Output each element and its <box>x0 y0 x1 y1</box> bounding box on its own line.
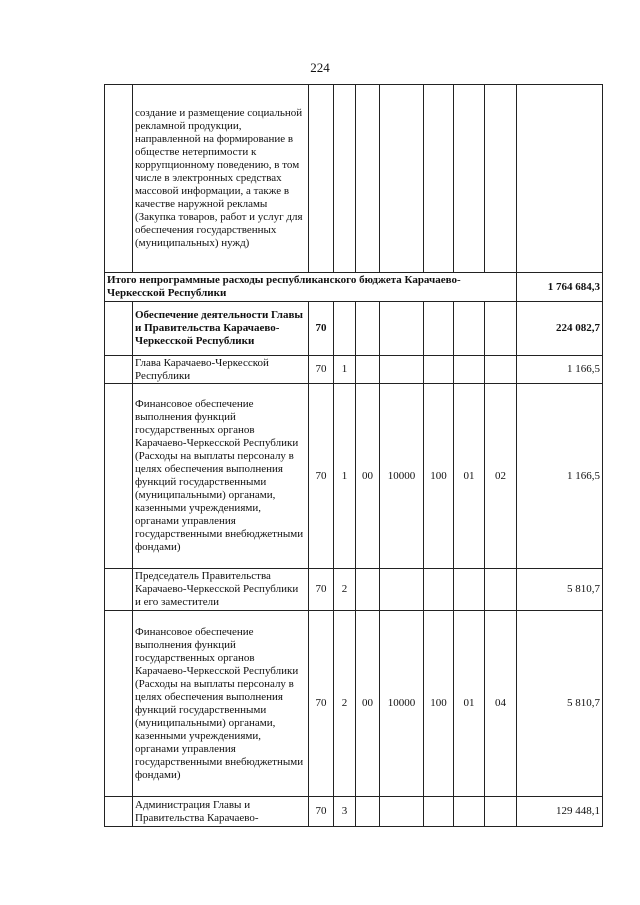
row-description: Глава Карачаево-Черкесской Республики <box>133 356 309 384</box>
code-cell <box>356 797 380 827</box>
code-cell <box>356 356 380 384</box>
code-cell <box>424 797 454 827</box>
table-row <box>105 302 603 356</box>
table-row <box>105 611 603 797</box>
table-row <box>105 85 603 273</box>
total-amount: 1 764 684,3 <box>517 273 603 302</box>
table-row <box>105 569 603 611</box>
total-row <box>105 273 603 302</box>
code-cell: 3 <box>334 797 356 827</box>
code-cell <box>485 302 517 356</box>
code-cell <box>454 797 485 827</box>
code-cell: 00 <box>356 384 380 569</box>
row-index-cell <box>105 356 133 384</box>
code-cell: 1 <box>334 356 356 384</box>
code-cell <box>424 569 454 611</box>
code-cell: 00 <box>356 611 380 797</box>
code-cell: 01 <box>454 384 485 569</box>
code-cell <box>309 85 334 273</box>
code-cell <box>380 797 424 827</box>
code-cell <box>454 85 485 273</box>
code-cell <box>356 569 380 611</box>
row-index-cell <box>105 302 133 356</box>
table-row <box>105 384 603 569</box>
row-index-cell <box>105 384 133 569</box>
code-cell <box>454 569 485 611</box>
row-description: Администрация Главы и Правительства Карачаево- <box>133 797 309 827</box>
amount-cell: 129 448,1 <box>517 797 603 827</box>
code-cell: 70 <box>309 611 334 797</box>
code-cell <box>454 356 485 384</box>
code-cell: 04 <box>485 611 517 797</box>
code-cell: 70 <box>309 384 334 569</box>
table-body <box>105 85 603 827</box>
code-cell <box>334 85 356 273</box>
code-cell: 100 <box>424 611 454 797</box>
code-cell <box>380 356 424 384</box>
code-cell <box>356 85 380 273</box>
total-label: Итого непрограммные расходы республиканского бюджета Карачаево-Черкесской Республики <box>105 273 517 302</box>
table-row <box>105 797 603 827</box>
code-cell <box>454 302 485 356</box>
code-cell <box>424 356 454 384</box>
page-number: 224 <box>310 60 330 75</box>
row-description: Обеспечение деятельности Главы и Правительства Карачаево-Черкесской Республики <box>133 302 309 356</box>
row-description: Финансовое обеспечение выполнения функций государственных органов Карачаево-Черкесской Республики (Расходы на выплаты персоналу в целях обеспечения выполнения функций государственными (муниципальными) органами, казенными учреждениями, органами управления государственными внебюджетными фондами) <box>133 384 309 569</box>
code-cell <box>334 302 356 356</box>
code-cell: 2 <box>334 611 356 797</box>
code-cell <box>380 302 424 356</box>
budget-table <box>104 84 603 827</box>
code-cell: 10000 <box>380 611 424 797</box>
amount-cell: 5 810,7 <box>517 569 603 611</box>
code-cell: 70 <box>309 569 334 611</box>
amount-cell: 5 810,7 <box>517 611 603 797</box>
code-cell <box>485 85 517 273</box>
code-cell: 70 <box>309 356 334 384</box>
row-index-cell <box>105 569 133 611</box>
amount-cell: 224 082,7 <box>517 302 603 356</box>
row-index-cell <box>105 85 133 273</box>
amount-cell <box>517 85 603 273</box>
code-cell <box>485 797 517 827</box>
row-description: Председатель Правительства Карачаево-Черкесской Республики и его заместители <box>133 569 309 611</box>
code-cell <box>424 302 454 356</box>
row-description: Финансовое обеспечение выполнения функций государственных органов Карачаево-Черкесской Республики (Расходы на выплаты персоналу в целях обеспечения выполнения функций государственными (муниципальными) органами, казенными учреждениями, органами управления государственными внебюджетными фондами) <box>133 611 309 797</box>
code-cell: 70 <box>309 302 334 356</box>
amount-cell: 1 166,5 <box>517 384 603 569</box>
code-cell: 01 <box>454 611 485 797</box>
code-cell: 02 <box>485 384 517 569</box>
code-cell <box>424 85 454 273</box>
code-cell: 10000 <box>380 384 424 569</box>
code-cell <box>356 302 380 356</box>
code-cell <box>380 569 424 611</box>
code-cell <box>380 85 424 273</box>
code-cell: 70 <box>309 797 334 827</box>
table-row <box>105 356 603 384</box>
amount-cell: 1 166,5 <box>517 356 603 384</box>
code-cell: 100 <box>424 384 454 569</box>
code-cell <box>485 569 517 611</box>
row-index-cell <box>105 611 133 797</box>
row-index-cell <box>105 797 133 827</box>
code-cell: 2 <box>334 569 356 611</box>
code-cell: 1 <box>334 384 356 569</box>
row-description: создание и размещение социальной рекламной продукции, направленной на формирование в обществе нетерпимости к коррупционному поведению, в том числе в электронных средствах массовой информации, а также в качестве наружной рекламы (Закупка товаров, работ и услуг для обеспечения государственных (муниципальных) нужд) <box>133 85 309 273</box>
code-cell <box>485 356 517 384</box>
